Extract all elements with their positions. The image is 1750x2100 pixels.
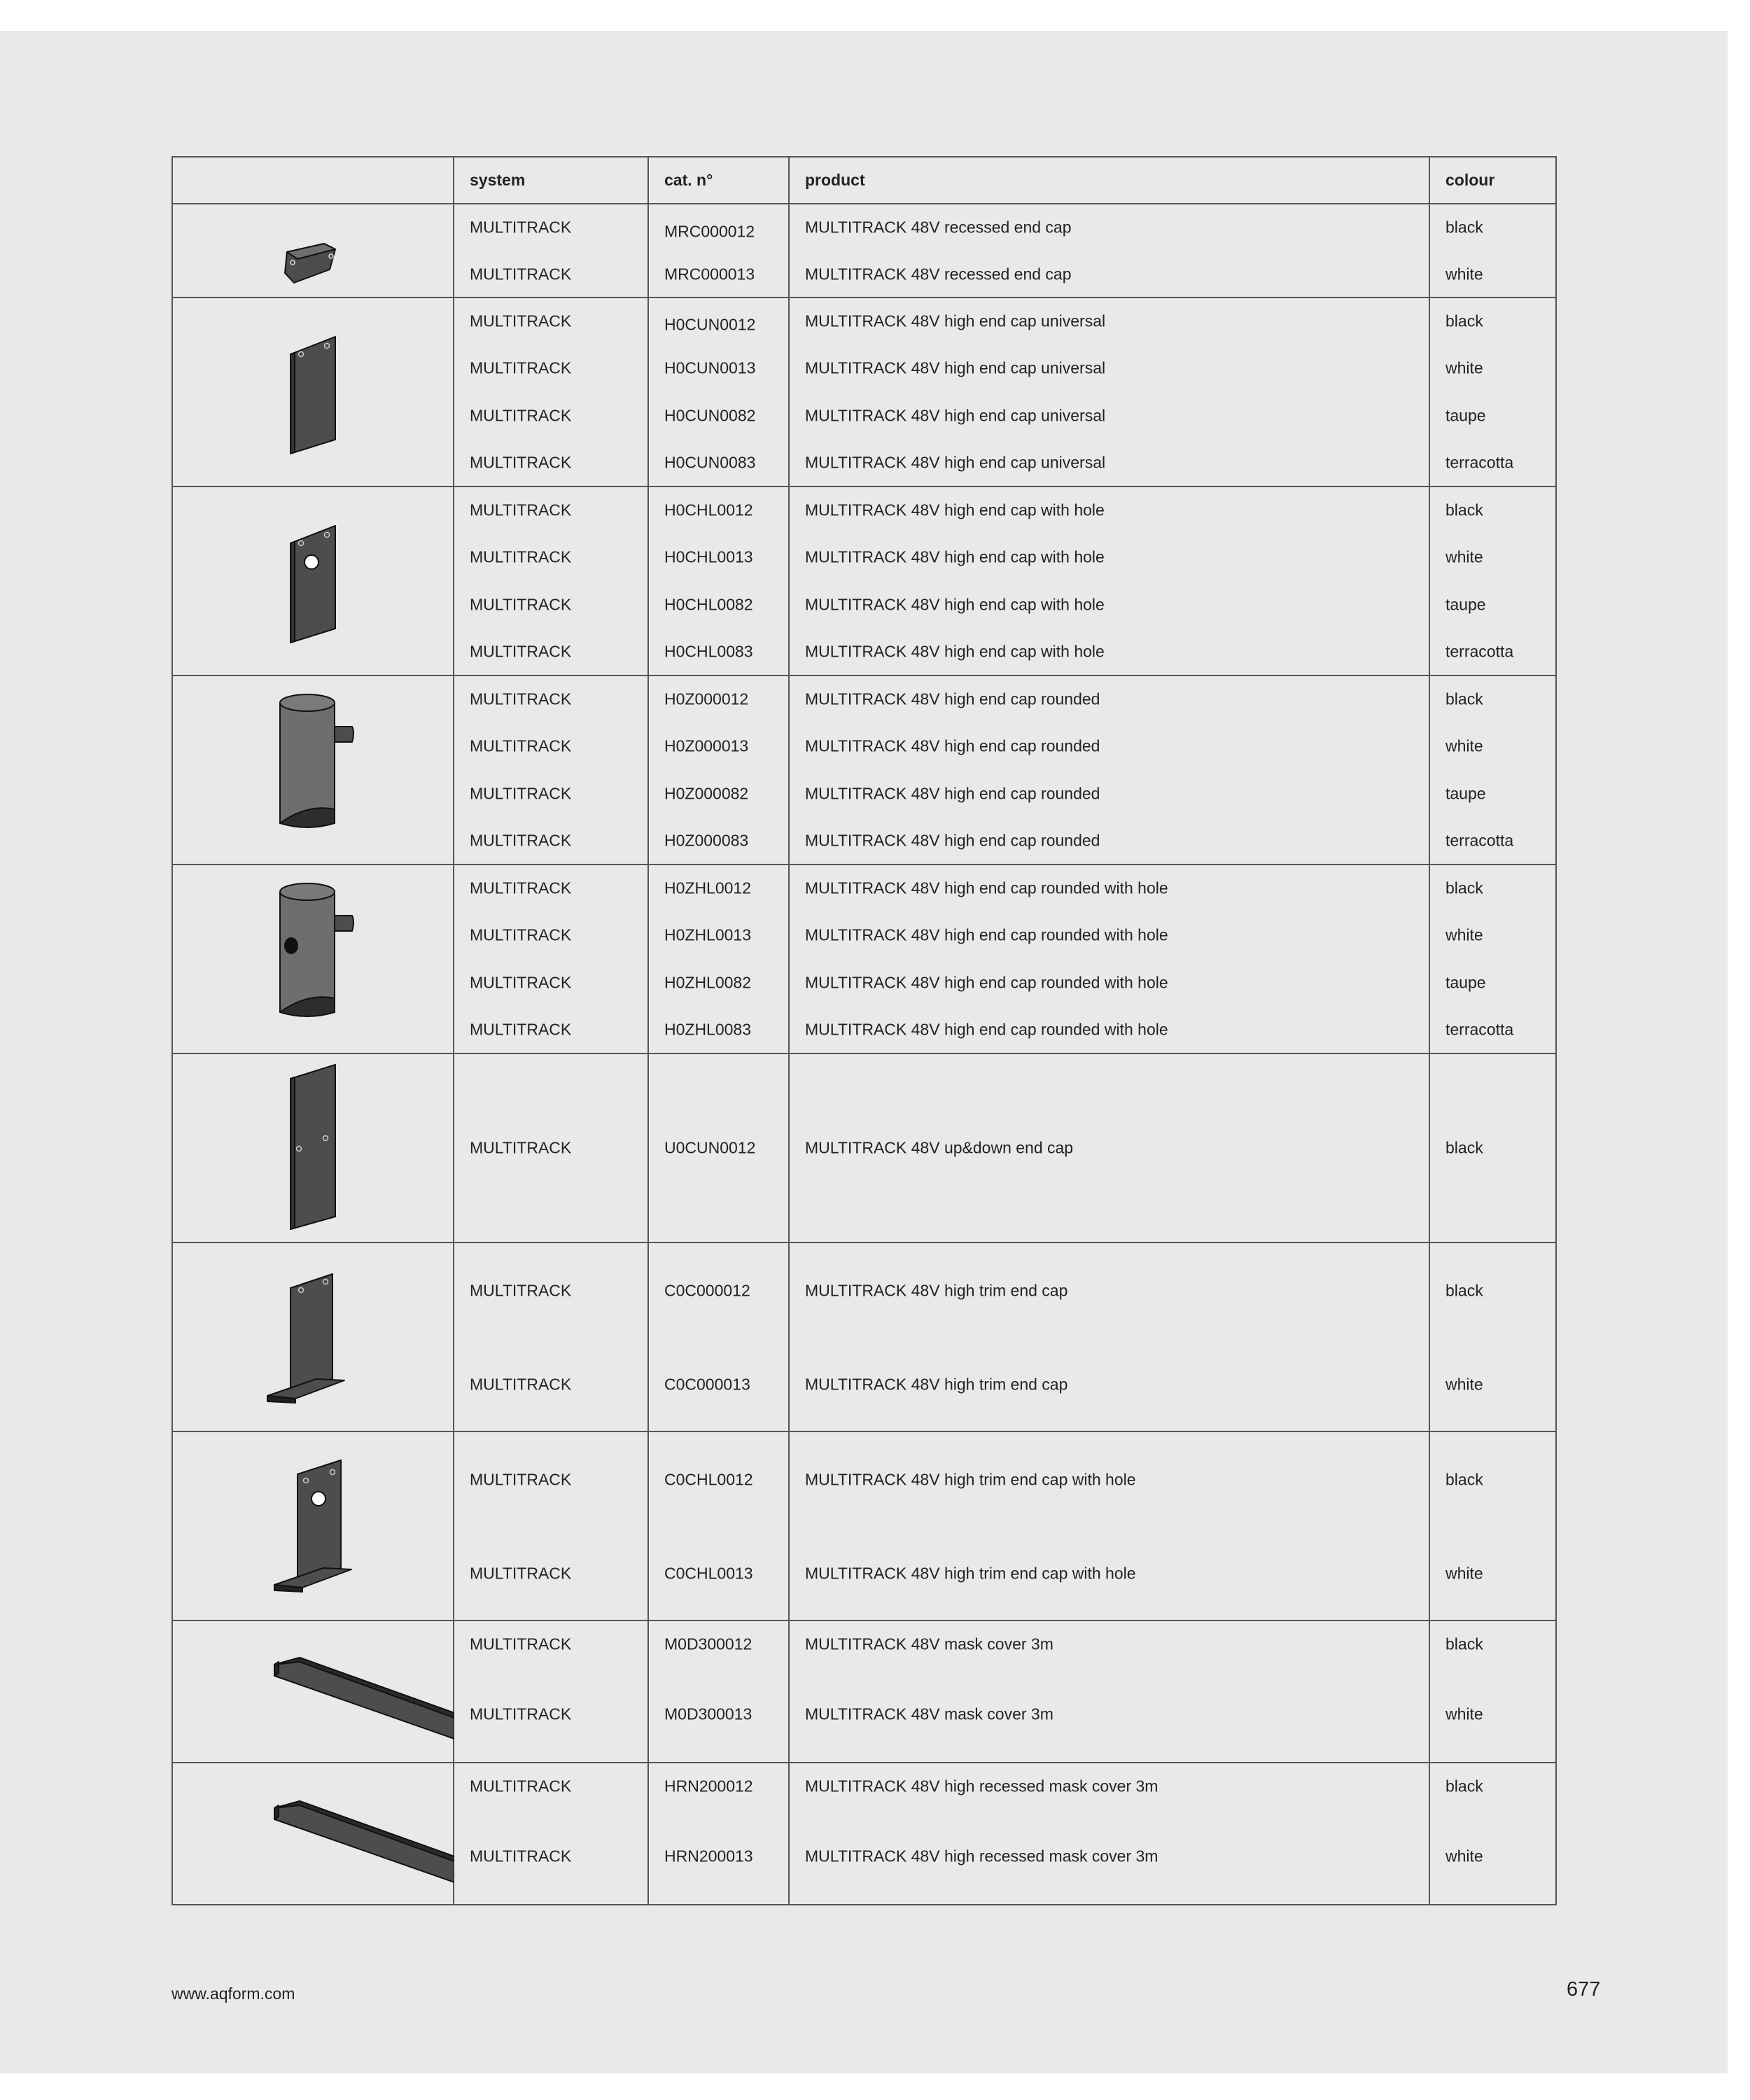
cat-value: C0C000013 [664, 1375, 750, 1394]
product-value: MULTITRACK 48V high end cap with hole [805, 547, 1105, 566]
system-value: MULTITRACK [470, 784, 572, 803]
system-cell [454, 298, 648, 486]
mask-cover-icon [173, 1621, 454, 1762]
system-value: MULTITRACK [470, 1281, 572, 1300]
cat-cell [648, 1242, 789, 1432]
product-cell [789, 298, 1429, 486]
product-value: MULTITRACK 48V high end cap with hole [805, 500, 1105, 519]
product-cell [789, 1763, 1429, 1905]
colour-value: white [1446, 547, 1483, 566]
cat-cell [648, 1432, 789, 1620]
product-value: MULTITRACK 48V high end cap with hole [805, 642, 1105, 661]
product-value: MULTITRACK 48V high end cap universal [805, 406, 1106, 425]
colour-cell [1429, 204, 1556, 298]
product-cell [789, 204, 1429, 298]
colour-value: black [1446, 1138, 1483, 1157]
header-colour: colour [1429, 157, 1556, 204]
header-system: system [454, 157, 648, 204]
system-value: MULTITRACK [470, 1470, 572, 1489]
colour-value: taupe [1446, 784, 1486, 803]
cat-cell [648, 1763, 789, 1905]
footer-url[interactable]: www.aqform.com [172, 1984, 295, 2003]
colour-cell [1429, 1763, 1556, 1905]
system-cell [454, 864, 648, 1054]
header-image [172, 157, 454, 204]
colour-value: black [1446, 1777, 1483, 1795]
product-group-row [172, 298, 1556, 486]
table-header-row [172, 157, 1556, 204]
product-group-row [172, 676, 1556, 864]
product-value: MULTITRACK 48V high end cap rounded with hole [805, 925, 1168, 944]
header-cat-no: cat. n° [648, 157, 789, 204]
system-value: MULTITRACK [470, 406, 572, 425]
product-image-cell [172, 486, 454, 676]
colour-value: black [1446, 1470, 1483, 1489]
colour-value: black [1446, 500, 1483, 519]
system-value: MULTITRACK [470, 1704, 572, 1723]
system-value: MULTITRACK [470, 736, 572, 755]
cat-value: H0ZHL0083 [664, 1020, 752, 1039]
product-group-row [172, 204, 1556, 298]
cat-value: MRC000013 [664, 265, 755, 284]
cat-value: H0ZHL0013 [664, 925, 752, 944]
product-value: MULTITRACK 48V high trim end cap with hole [805, 1470, 1136, 1489]
high-trim-end-cap-icon [173, 1243, 454, 1431]
cat-value: H0CHL0012 [664, 500, 753, 519]
system-cell [454, 1620, 648, 1763]
system-cell [454, 676, 648, 864]
system-value: MULTITRACK [470, 831, 572, 850]
cat-cell [648, 676, 789, 864]
system-value: MULTITRACK [470, 973, 572, 992]
cat-cell [648, 1054, 789, 1242]
system-value: MULTITRACK [470, 595, 572, 614]
cat-value: H0CUN0083 [664, 453, 756, 472]
colour-value: white [1446, 358, 1483, 377]
product-value: MULTITRACK 48V high end cap rounded with hole [805, 973, 1168, 992]
product-value: MULTITRACK 48V high end cap rounded [805, 690, 1100, 708]
product-image-cell [172, 1620, 454, 1763]
product-group-row [172, 864, 1556, 1054]
colour-value: black [1446, 218, 1483, 237]
product-cell [789, 1242, 1429, 1432]
cat-value: H0Z000013 [664, 736, 749, 755]
system-value: MULTITRACK [470, 925, 572, 944]
product-group-row [172, 1242, 1556, 1432]
high-trim-end-cap-with-hole-icon [173, 1432, 454, 1620]
product-group-row [172, 1432, 1556, 1620]
cat-value: H0CUN0082 [664, 406, 756, 425]
cat-cell [648, 486, 789, 676]
up-down-end-cap-icon [173, 1054, 454, 1242]
product-value: MULTITRACK 48V high trim end cap [805, 1375, 1068, 1394]
product-group-row [172, 1620, 1556, 1763]
cat-value: M0D300012 [664, 1634, 752, 1653]
colour-value: black [1446, 312, 1483, 330]
product-group-row [172, 1054, 1556, 1242]
colour-cell [1429, 298, 1556, 486]
system-value: MULTITRACK [470, 642, 572, 661]
product-value: MULTITRACK 48V recessed end cap [805, 218, 1072, 237]
high-end-cap-with-hole-icon [173, 487, 454, 675]
product-value: MULTITRACK 48V mask cover 3m [805, 1704, 1054, 1723]
product-image-cell [172, 864, 454, 1054]
system-value: MULTITRACK [470, 1777, 572, 1795]
product-value: MULTITRACK 48V high end cap rounded [805, 736, 1100, 755]
product-value: MULTITRACK 48V high recessed mask cover 3m [805, 1777, 1158, 1795]
colour-cell [1429, 1620, 1556, 1763]
colour-value: white [1446, 925, 1483, 944]
product-value: MULTITRACK 48V mask cover 3m [805, 1634, 1054, 1653]
system-value: MULTITRACK [470, 500, 572, 519]
colour-cell [1429, 676, 1556, 864]
colour-cell [1429, 486, 1556, 676]
product-image-cell [172, 298, 454, 486]
cat-value: H0CUN0012 [664, 315, 756, 334]
product-value: MULTITRACK 48V high end cap universal [805, 358, 1106, 377]
cat-value: C0C000012 [664, 1281, 750, 1300]
cat-cell [648, 1620, 789, 1763]
colour-value: black [1446, 878, 1483, 897]
product-cell [789, 486, 1429, 676]
header-product: product [789, 157, 1429, 204]
cat-value: HRN200012 [664, 1777, 753, 1795]
product-image-cell [172, 1432, 454, 1620]
cat-value: U0CUN0012 [664, 1138, 756, 1157]
cat-value: HRN200013 [664, 1847, 753, 1865]
colour-value: white [1446, 736, 1483, 755]
product-value: MULTITRACK 48V high trim end cap with hole [805, 1564, 1136, 1583]
system-value: MULTITRACK [470, 1634, 572, 1653]
system-value: MULTITRACK [470, 218, 572, 237]
product-value: MULTITRACK 48V high trim end cap [805, 1281, 1068, 1300]
colour-value: white [1446, 1375, 1483, 1394]
colour-cell [1429, 1432, 1556, 1620]
product-value: MULTITRACK 48V high end cap rounded with hole [805, 878, 1168, 897]
product-value: MULTITRACK 48V high end cap universal [805, 312, 1106, 330]
system-value: MULTITRACK [470, 878, 572, 897]
product-value: MULTITRACK 48V high end cap rounded [805, 784, 1100, 803]
product-image-cell [172, 1054, 454, 1242]
product-image-cell [172, 1763, 454, 1905]
system-value: MULTITRACK [470, 1564, 572, 1583]
high-end-cap-rounded-with-hole-icon [173, 865, 454, 1053]
colour-value: terracotta [1446, 1020, 1514, 1039]
colour-value: white [1446, 1704, 1483, 1723]
cat-value: H0CHL0082 [664, 595, 753, 614]
colour-value: terracotta [1446, 642, 1514, 661]
cat-value: H0ZHL0012 [664, 878, 752, 897]
system-value: MULTITRACK [470, 1375, 572, 1394]
colour-cell [1429, 864, 1556, 1054]
colour-value: taupe [1446, 406, 1486, 425]
system-value: MULTITRACK [470, 1138, 572, 1157]
system-cell [454, 204, 648, 298]
colour-value: terracotta [1446, 831, 1514, 850]
product-image-cell [172, 1242, 454, 1432]
system-value: MULTITRACK [470, 1847, 572, 1865]
high-end-cap-rounded-icon [173, 676, 454, 864]
system-value: MULTITRACK [470, 265, 572, 284]
product-cell [789, 864, 1429, 1054]
cat-value: H0CUN0013 [664, 358, 756, 377]
system-cell [454, 1432, 648, 1620]
product-value: MULTITRACK 48V recessed end cap [805, 265, 1072, 284]
colour-cell [1429, 1054, 1556, 1242]
product-image-cell [172, 204, 454, 298]
product-cell [789, 1054, 1429, 1242]
colour-value: black [1446, 1281, 1483, 1300]
product-group-row [172, 486, 1556, 676]
system-value: MULTITRACK [470, 690, 572, 708]
colour-value: terracotta [1446, 453, 1514, 472]
high-recessed-mask-cover-icon [173, 1763, 454, 1904]
colour-value: white [1446, 1564, 1483, 1583]
product-cell [789, 1620, 1429, 1763]
cat-value: H0Z000012 [664, 690, 749, 708]
product-value: MULTITRACK 48V high end cap universal [805, 453, 1106, 472]
product-cell [789, 1432, 1429, 1620]
high-end-cap-universal-icon [173, 298, 454, 486]
colour-cell [1429, 1242, 1556, 1432]
system-cell [454, 1054, 648, 1242]
product-value: MULTITRACK 48V high end cap with hole [805, 595, 1105, 614]
product-value: MULTITRACK 48V high end cap rounded [805, 831, 1100, 850]
product-value: MULTITRACK 48V high recessed mask cover 3m [805, 1847, 1158, 1865]
product-image-cell [172, 676, 454, 864]
cat-value: H0Z000082 [664, 784, 749, 803]
colour-value: taupe [1446, 973, 1486, 992]
cat-cell [648, 204, 789, 298]
cat-value: M0D300013 [664, 1704, 752, 1723]
colour-value: black [1446, 690, 1483, 708]
system-value: MULTITRACK [470, 547, 572, 566]
product-group-row [172, 1763, 1556, 1905]
cat-cell [648, 298, 789, 486]
cat-value: C0CHL0013 [664, 1564, 753, 1583]
system-value: MULTITRACK [470, 358, 572, 377]
colour-value: taupe [1446, 595, 1486, 614]
product-table [172, 156, 1557, 1905]
cat-value: MRC000012 [664, 222, 755, 241]
cat-value: C0CHL0012 [664, 1470, 753, 1489]
cat-value: H0ZHL0082 [664, 973, 752, 992]
cat-value: H0CHL0083 [664, 642, 753, 661]
system-value: MULTITRACK [470, 453, 572, 472]
colour-value: white [1446, 265, 1483, 284]
system-cell [454, 1763, 648, 1905]
system-value: MULTITRACK [470, 312, 572, 330]
product-value: MULTITRACK 48V up&down end cap [805, 1138, 1074, 1157]
colour-value: black [1446, 1634, 1483, 1653]
cat-value: H0CHL0013 [664, 547, 753, 566]
system-cell [454, 1242, 648, 1432]
system-cell [454, 486, 648, 676]
recessed-end-cap-icon [173, 204, 454, 297]
cat-value: H0Z000083 [664, 831, 749, 850]
product-value: MULTITRACK 48V high end cap rounded with hole [805, 1020, 1168, 1039]
colour-value: white [1446, 1847, 1483, 1865]
product-cell [789, 676, 1429, 864]
page-number: 677 [1567, 1978, 1601, 2001]
system-value: MULTITRACK [470, 1020, 572, 1039]
cat-cell [648, 864, 789, 1054]
